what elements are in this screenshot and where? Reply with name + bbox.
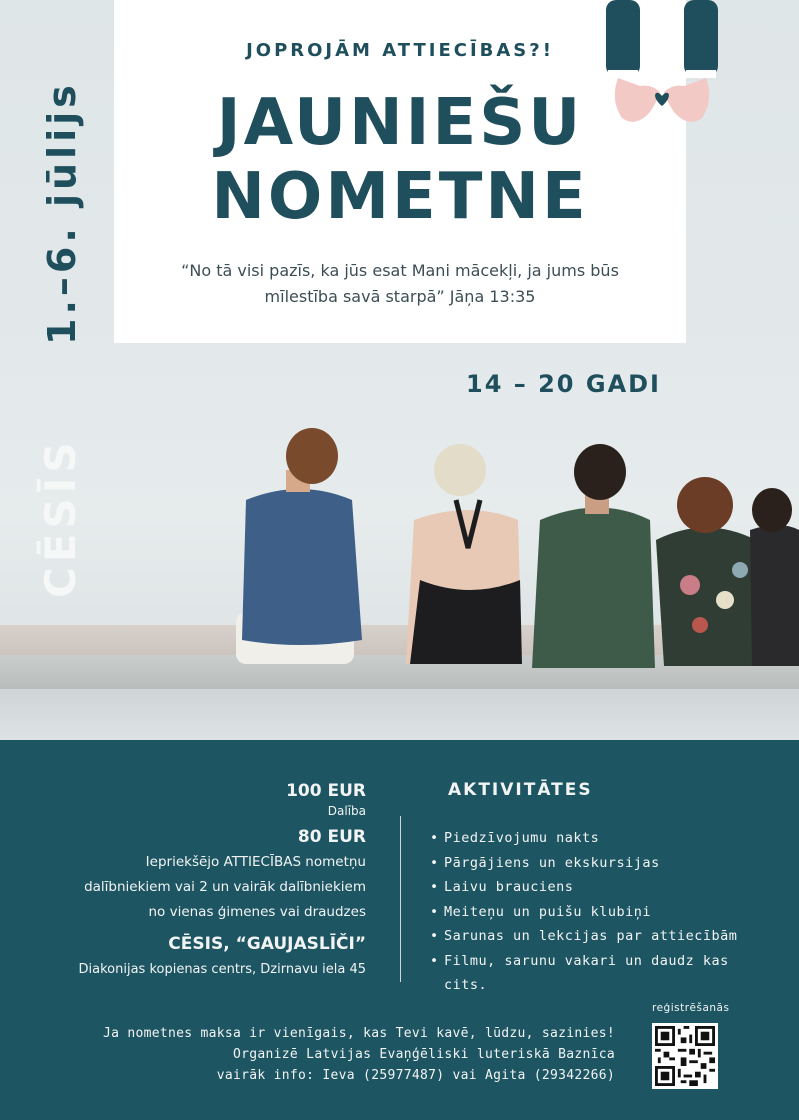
price-full-label: Dalība: [327, 804, 366, 818]
quote-line-2: mīlestība savā starpā” Jāņa 13:35: [264, 287, 536, 306]
price-discount: 80 EUR: [297, 827, 366, 847]
info-panel: [0, 740, 799, 1120]
eyebrow-text: JOPROJĀM ATTIECĪBAS?!: [246, 40, 554, 61]
venue-name: CĒSIS, “GAUJASLĪČI”: [168, 934, 366, 954]
activity-item-continued: cits.: [444, 977, 488, 993]
activity-item: • Laivu brauciens: [430, 875, 770, 900]
activity-item: • Piedzīvojumu nakts: [430, 826, 770, 851]
footer-line-2: Organizē Latvijas Evaņģēliski luteriskā Baznīca: [233, 1047, 615, 1062]
activities-list: [430, 826, 770, 998]
registration-qr-code[interactable]: [652, 1023, 718, 1089]
pricing-column: [26, 780, 366, 982]
bible-quote: [114, 258, 686, 310]
person-dark-top: [750, 488, 799, 666]
person-floral-shirt: [656, 477, 764, 666]
quote-line-1: “No tā visi pazīs, ka jūs esat Mani mācekļi, ja jums būs: [181, 261, 619, 280]
registration-label: reģistrēšanās: [652, 1002, 730, 1014]
qr-code-icon: [655, 1026, 715, 1086]
activity-item: • Filmu, sarunu vakari un daudz kas: [430, 949, 770, 974]
title-line-2: NOMETNE: [211, 160, 589, 234]
price-full: 100 EUR: [286, 781, 366, 801]
person-blue-shirt: [236, 428, 362, 664]
activities-title: AKTIVITĀTES: [448, 780, 593, 800]
discount-desc-line-1: Iepriekšējo ATTIECĪBAS nometņu: [145, 854, 366, 870]
person-green-jacket: [532, 444, 655, 668]
discount-desc-line-3: no vienas ģimenes vai draudzes: [148, 904, 366, 920]
footer-line-1: Ja nometnes maksa ir vienīgais, kas Tevi kavē, lūdzu, sazinies!: [103, 1026, 615, 1041]
activity-item: • Meiteņu un puišu klubiņi: [430, 900, 770, 925]
contact-footer: [60, 1023, 615, 1086]
venue-address: Diakonijas kopienas centrs, Dzirnavu iela 45: [78, 962, 366, 977]
activity-item: • Pārgājiens un ekskursijas: [430, 851, 770, 876]
city-vertical: CĒSĪS: [36, 437, 85, 598]
dates-vertical: 1.–6. jūlijs: [40, 81, 84, 345]
discount-desc-line-2: dalībniekiem vai 2 un vairāk dalībniekiem: [84, 879, 366, 895]
title-line-1: JAUNIEŠU: [216, 86, 584, 160]
hands-heart-icon: [600, 0, 730, 135]
price-discount-desc: [26, 850, 366, 925]
column-divider: [400, 816, 401, 982]
activities-column: [430, 780, 770, 998]
person-black-dress: [406, 444, 522, 664]
footer-line-3: vairāk info: Ieva (25977487) vai Agita (29342266): [216, 1068, 615, 1083]
age-range: 14 – 20 GADI: [466, 370, 661, 398]
activity-item: • Sarunas un lekcijas par attiecībām: [430, 924, 770, 949]
